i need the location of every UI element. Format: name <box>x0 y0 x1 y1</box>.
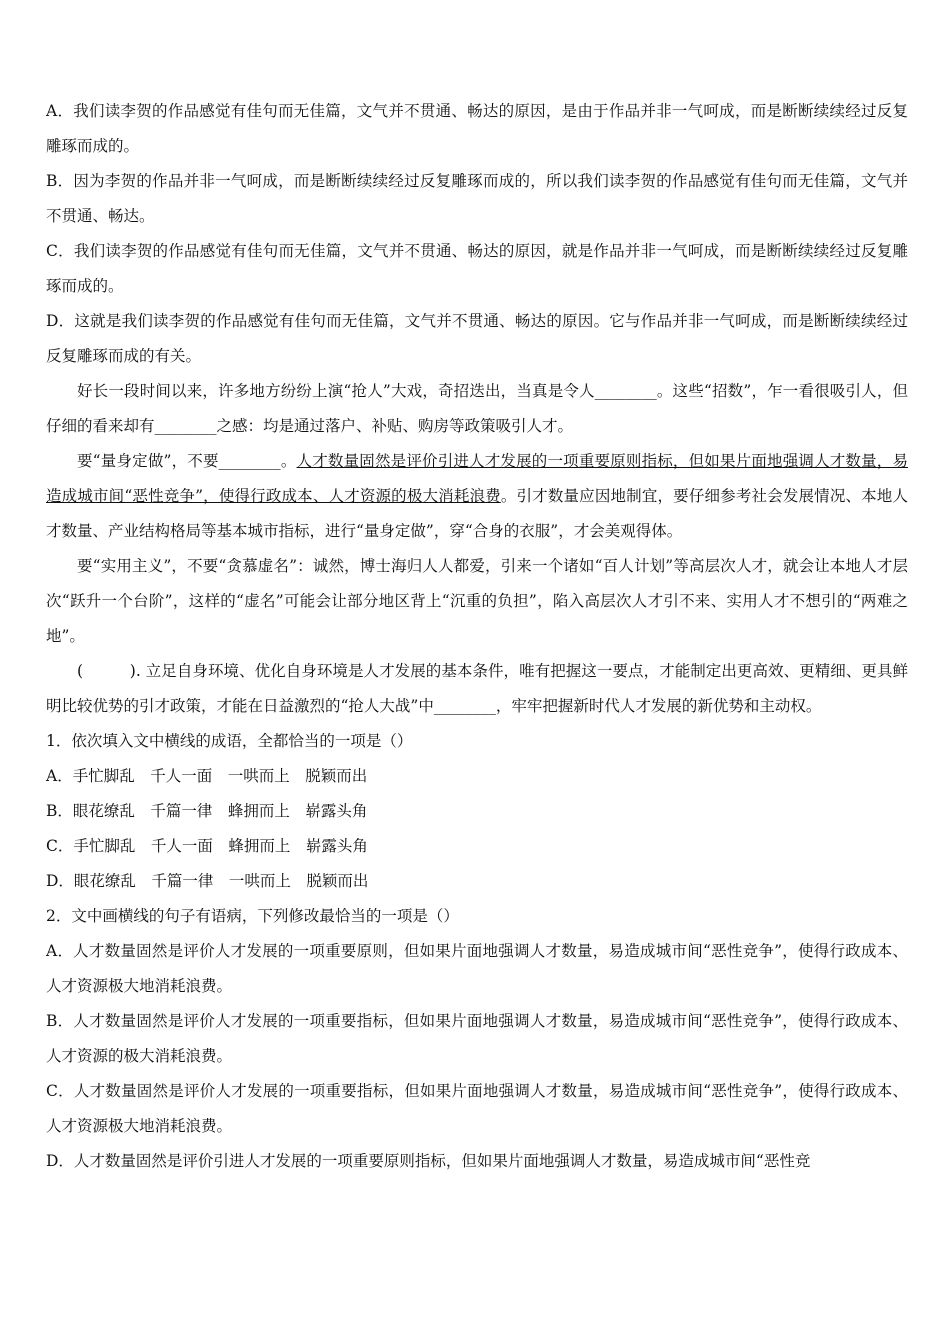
passage-p2-tail: 。引才数量应因地制宜，要仔细参考社会发展情况、本地人才数量、产业结构格局等基本城市指标，进行“量身定做”，穿“合身的衣服”，才会美观得体。 <box>46 487 908 540</box>
passage-p2-lead: 要“量身定做”，不要________。 <box>77 452 297 470</box>
prev-option-c: C．我们读李贺的作品感觉有佳句而无佳篇，文气并不贯通、畅达的原因，就是作品并非一气呵成，而是断断续续经过反复雕琢而成的。 <box>46 242 908 295</box>
passage-paragraph-4: ( ). 立足自身环境、优化自身环境是人才发展的基本条件，唯有把握这一要点，才能制定出更高效、更精细、更具鲜明比较优势的引才政策，才能在日益激烈的“抢人大战”中________，牢牢把握新时代人才发展的新优势和主动权。 <box>46 662 908 715</box>
prev-option-b: B．因为李贺的作品并非一气呵成，而是断断续续经过反复雕琢而成的，所以我们读李贺的作品感觉有佳句而无佳篇，文气并不贯通、畅达。 <box>46 172 908 225</box>
prev-option-a: A．我们读李贺的作品感觉有佳句而无佳篇，文气并不贯通、畅达的原因，是由于作品并非一气呵成，而是断断续续经过反复雕琢而成的。 <box>46 102 908 155</box>
question-2-option-c: C．人才数量固然是评价人才发展的一项重要指标，但如果片面地强调人才数量，易造成城市间“恶性竞争”，使得行政成本、人才资源极大地消耗浪费。 <box>46 1082 908 1135</box>
underlined-sentence: 人才数量固然是评价引进人才发展的一项重要原则指标，但如果片面地强调人才数量，易造成城市间“恶性竞争”，使得行政成本、人才资源的极大消耗浪费 <box>46 452 908 505</box>
question-1-option-d: D．眼花缭乱 千篇一律 一哄而上 脱颖而出 <box>46 872 369 890</box>
passage-paragraph-1: 好长一段时间以来，许多地方纷纷上演“抢人”大戏，奇招迭出，当真是令人________。这些“招数”，乍一看很吸引人，但仔细的看来却有________之感：均是通过落户、补贴、购房等政策吸引人才。 <box>46 382 908 435</box>
question-2-option-a: A．人才数量固然是评价人才发展的一项重要原则，但如果片面地强调人才数量，易造成城市间“恶性竞争”，使得行政成本、人才资源极大地消耗浪费。 <box>46 942 908 995</box>
question-2-option-d: D．人才数量固然是评价引进人才发展的一项重要原则指标，但如果片面地强调人才数量，易造成城市间“恶性竞 <box>46 1152 811 1170</box>
question-2-stem: 2．文中画横线的句子有语病，下列修改最恰当的一项是（） <box>46 907 459 925</box>
exam-page <box>46 94 908 1179</box>
question-1-option-a: A．手忙脚乱 千人一面 一哄而上 脱颖而出 <box>46 767 368 785</box>
passage-paragraph-3: 要“实用主义”，不要“贪慕虚名”：诚然，博士海归人人都爱，引来一个诸如“百人计划”等高层次人才，就会让本地人才层次“跃升一个台阶”，这样的“虚名”可能会让部分地区背上“沉重的负担”，陷入高层次人才引不来、实用人才不想引的“两难之地”。 <box>46 557 908 645</box>
question-1-option-c: C．手忙脚乱 千人一面 蜂拥而上 崭露头角 <box>46 837 368 855</box>
prev-option-d: D．这就是我们读李贺的作品感觉有佳句而无佳篇，文气并不贯通、畅达的原因。它与作品并非一气呵成，而是断断续续经过反复雕琢而成的有关。 <box>46 312 908 365</box>
question-1-stem: 1．依次填入文中横线的成语，全都恰当的一项是（） <box>46 732 413 750</box>
passage-paragraph-2 <box>46 444 908 549</box>
question-1-option-b: B．眼花缭乱 千篇一律 蜂拥而上 崭露头角 <box>46 802 368 820</box>
question-2-option-b: B．人才数量固然是评价人才发展的一项重要指标，但如果片面地强调人才数量，易造成城市间“恶性竞争”，使得行政成本、人才资源的极大消耗浪费。 <box>46 1012 908 1065</box>
